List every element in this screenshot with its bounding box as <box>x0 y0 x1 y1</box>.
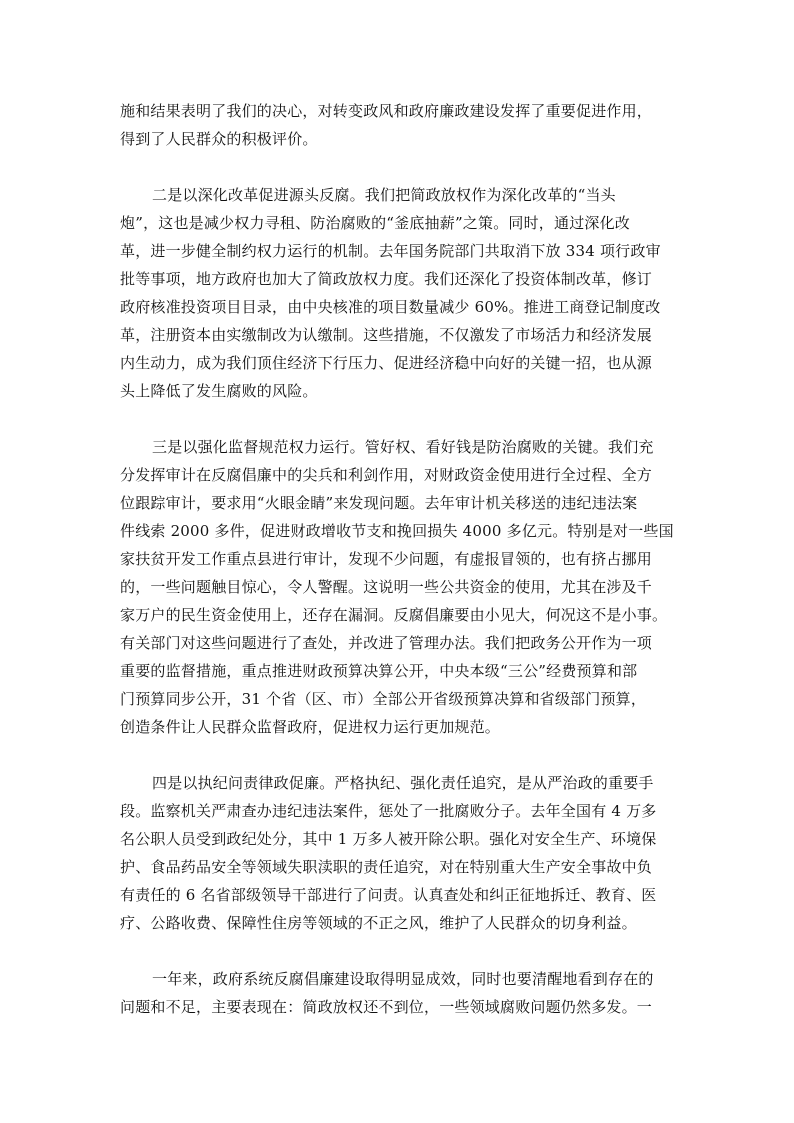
text-line: 内生动力，成为我们顶住经济下行压力、促进经济稳中向好的关键一招，也从源 <box>120 354 653 372</box>
text-line: 家扶贫开发工作重点县进行审计，发现不少问题，有虚报冒领的，也有挤占挪用 <box>120 550 653 568</box>
text-line: 创造条件让人民群众监督政府，促进权力运行更加规范。 <box>120 718 501 736</box>
text-line: 名公职人员受到政纪处分，其中 1 万多人被开除公职。强化对安全生产、环境保 <box>120 830 657 848</box>
paragraph-supervision <box>120 433 680 741</box>
text-line: 头上降低了发生腐败的风险。 <box>120 382 318 400</box>
text-line: 问题和不足，主要表现在：简政放权还不到位，一些领域腐败问题仍然多发。一 <box>120 998 653 1016</box>
text-line: 革，进一步健全制约权力运行的机制。去年国务院部门共取消下放 334 项行政审 <box>120 242 661 260</box>
text-line: 的，一些问题触目惊心，令人警醒。这说明一些公共资金的使用，尤其在涉及千 <box>120 578 653 596</box>
text-line: 疗、公路收费、保障性住房等领域的不正之风，维护了人民群众的切身利益。 <box>120 914 637 932</box>
text-line: 段。监察机关严肃查办违纪违法案件，惩处了一批腐败分子。去年全国有 4 万多 <box>120 802 657 820</box>
text-line: 门预算同步公开，31 个省（区、市）全部公开省级预算决算和省级部门预算， <box>120 690 647 708</box>
text-line: 施和结果表明了我们的决心，对转变政风和政府廉政建设发挥了重要促进作用， <box>120 102 653 120</box>
text-line: 得到了人民群众的积极评价。 <box>120 130 318 148</box>
text-line: 护、食品药品安全等领域失职渎职的责任追究，对在特别重大生产安全事故中负 <box>120 858 653 876</box>
text-line: 重要的监督措施，重点推进财政预算决算公开，中央本级“三公”经费预算和部 <box>120 662 638 680</box>
text-line: 一年来，政府系统反腐倡廉建设取得明显成效，同时也要清醒地看到存在的 <box>152 970 654 988</box>
text-line: 革，注册资本由实缴制改为认缴制。这些措施，不仅激发了市场活力和经济发展 <box>120 326 653 344</box>
text-line: 政府核准投资项目目录，由中央核准的项目数量减少 60%。推进工商登记制度改 <box>120 298 661 316</box>
text-line: 二是以深化改革促进源头反腐。我们把简政放权作为深化改革的“当头 <box>152 186 616 204</box>
text-line: 位跟踪审计，要求用“火眼金睛”来发现问题。去年审计机关移送的违纪违法案 <box>120 494 638 512</box>
text-line: 分发挥审计在反腐倡廉中的尖兵和利剑作用，对财政资金使用进行全过程、全方 <box>120 466 653 484</box>
text-line: 四是以执纪问责律政促廉。严格执纪、强化责任追究，是从严治政的重要手 <box>152 774 654 792</box>
text-line: 批等事项，地方政府也加大了简政放权力度。我们还深化了投资体制改革，修订 <box>120 270 653 288</box>
text-line: 三是以强化监督规范权力运行。管好权、看好钱是防治腐败的关键。我们充 <box>152 438 654 456</box>
text-line: 炮”，这也是减少权力寻租、防治腐败的“釜底抽薪”之策。同时，通过深化改 <box>120 214 631 232</box>
text-line: 有关部门对这些问题进行了查处，并改进了管理办法。我们把政务公开作为一项 <box>120 634 653 652</box>
paragraph-continuation <box>120 97 680 153</box>
paragraph-summary <box>120 965 680 1021</box>
text-line: 件线索 2000 多件，促进财政增收节支和挽回损失 4000 多亿元。特别是对一些国 <box>120 522 674 540</box>
paragraph-accountability <box>120 769 680 937</box>
paragraph-source-anticorruption <box>120 181 680 405</box>
text-line: 家万户的民生资金使用上，还存在漏洞。反腐倡廉要由小见大，何况这不是小事。 <box>120 606 668 624</box>
text-line: 有责任的 6 名省部级领导干部进行了问责。认真查处和纠正征地拆迁、教育、医 <box>120 886 657 904</box>
